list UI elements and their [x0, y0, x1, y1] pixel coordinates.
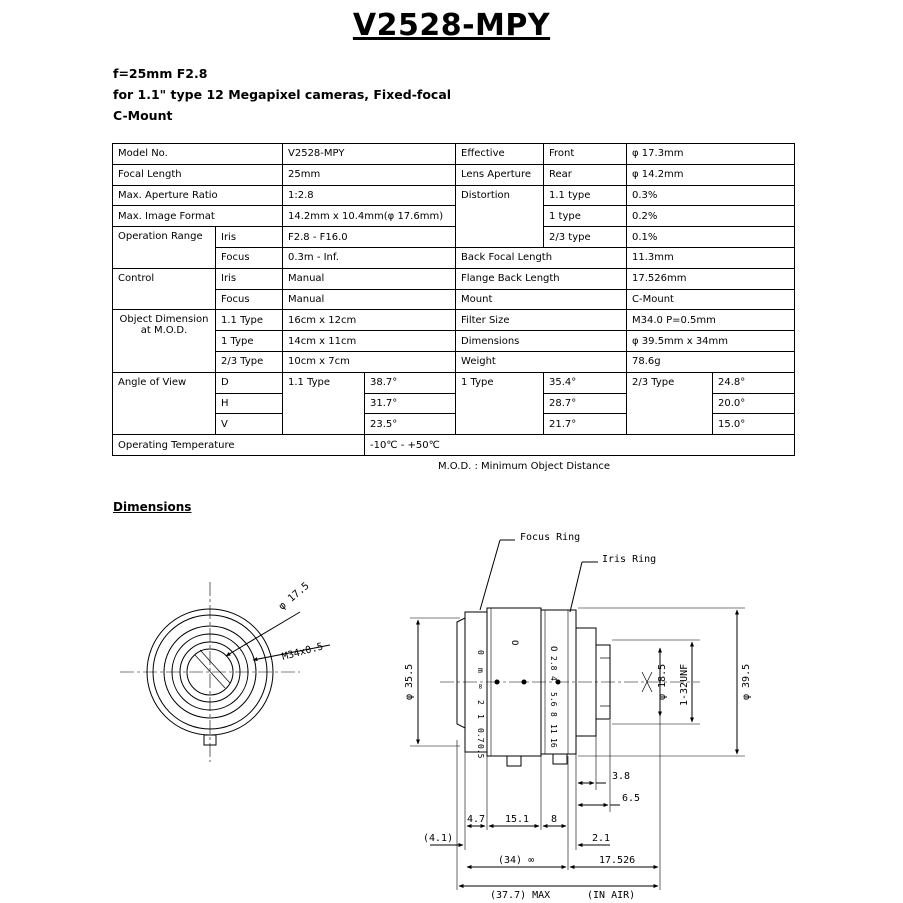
mount-label: Mount — [456, 289, 627, 310]
focus-scale-mark: 0.5 — [476, 744, 485, 759]
aov-value: 21.7° — [544, 414, 627, 435]
dim-4-1: (4.1) — [423, 833, 454, 844]
distortion-value: 0.3% — [627, 185, 795, 206]
aov-value: 38.7° — [365, 372, 456, 393]
rear-value: φ 14.2mm — [627, 164, 795, 185]
aov-type: 1.1 Type — [283, 372, 365, 434]
aperture-label: Max. Aperture Ratio — [113, 185, 283, 206]
control-focus-value: Manual — [283, 289, 456, 310]
distortion-label: Distortion — [456, 185, 544, 247]
model-label: Model No. — [113, 144, 283, 165]
iris-range: F2.8 - F16.0 — [283, 227, 456, 248]
dim-6-5: 6.5 — [622, 793, 641, 804]
aov-value: 20.0° — [713, 393, 795, 414]
phi-35-5-label: φ 35.5 — [404, 663, 415, 700]
object-dimension-label-line2: at M.O.D. — [140, 325, 188, 337]
control-label: Control — [113, 268, 216, 310]
iris-ring-label: Iris Ring — [602, 554, 657, 565]
iris-scale-mark: 4 — [549, 676, 558, 681]
weight-label: Weight — [456, 351, 627, 372]
front-label: Front — [544, 144, 627, 165]
dim-3-8: 3.8 — [612, 771, 631, 782]
flange-value: 17.526mm — [627, 268, 795, 289]
iris-scale-mark: 2.8 — [549, 656, 558, 671]
dim-17-526: 17.526 — [599, 855, 636, 866]
angle-of-view-label: Angle of View — [113, 372, 216, 434]
unf-label: 1-32UNF — [679, 663, 690, 706]
phi-18-5-label: φ 18.5 — [657, 663, 668, 700]
format-label: Max. Image Format — [113, 206, 283, 227]
dim-4-7: 4.7 — [467, 814, 486, 825]
aov-value: 28.7° — [544, 393, 627, 414]
iris-scale-mark: O — [548, 646, 558, 652]
format-value: 14.2mm x 10.4mm(φ 17.6mm) — [283, 206, 456, 227]
subtitle-camera: for 1.1" type 12 Megapixel cameras, Fixed-focal — [113, 87, 452, 102]
objdim-value: 10cm x 7cm — [283, 351, 456, 372]
subtitle-mount: C-Mount — [113, 108, 173, 123]
objdim-type: 2/3 Type — [216, 351, 283, 372]
aov-axis: H — [216, 393, 283, 414]
focal-label: Focal Length — [113, 164, 283, 185]
front-view — [120, 582, 330, 762]
dim-34: (34) ∞ — [498, 855, 535, 866]
temperature-label: Operating Temperature — [113, 435, 365, 456]
aperture-value: 1:2.8 — [283, 185, 456, 206]
dim-37-7-max: (37.7) MAX — [490, 890, 551, 901]
phi-39-5-label: φ 39.5 — [741, 663, 752, 700]
distortion-type: 2/3 type — [544, 227, 627, 248]
aov-value: 31.7° — [365, 393, 456, 414]
aov-value: 24.8° — [713, 372, 795, 393]
focus-scale — [476, 640, 519, 759]
aov-type: 2/3 Type — [627, 372, 713, 434]
iris-scale-mark: 8 — [549, 712, 558, 717]
bfl-value: 11.3mm — [627, 247, 795, 268]
control-iris-value: Manual — [283, 268, 456, 289]
focus-ring-label: Focus Ring — [520, 532, 581, 543]
phi-17-5-label: φ 17.5 — [276, 580, 312, 613]
control-iris-label: Iris — [216, 268, 283, 289]
rear-label: Rear — [544, 164, 627, 185]
aov-axis: V — [216, 414, 283, 435]
iris-scale-mark: 5.6 — [549, 692, 558, 707]
flange-label: Flange Back Length — [456, 268, 627, 289]
aov-value: 15.0° — [713, 414, 795, 435]
focus-scale-mark: 0 — [476, 650, 485, 655]
aov-value: 35.4° — [544, 372, 627, 393]
weight-value: 78.6g — [627, 351, 795, 372]
distortion-type: 1.1 type — [544, 185, 627, 206]
dim-8: 8 — [551, 814, 558, 825]
dim-2-1: 2.1 — [592, 833, 611, 844]
filter-label: Filter Size — [456, 310, 627, 331]
iris-scale-mark: 16 — [549, 738, 558, 748]
aov-type: 1 Type — [456, 372, 544, 434]
iris-scale-mark: 11 — [549, 724, 558, 734]
temperature-value: -10℃ - +50℃ — [365, 435, 795, 456]
focus-range: 0.3m - Inf. — [283, 247, 456, 268]
dimensions-value: φ 39.5mm x 34mm — [627, 331, 795, 352]
subtitle-focal: f=25mm F2.8 — [113, 66, 208, 81]
aov-axis: D — [216, 372, 283, 393]
objdim-value: 14cm x 11cm — [283, 331, 456, 352]
focus-label: Focus — [216, 247, 283, 268]
in-air-label: (IN AIR) — [587, 890, 636, 901]
distortion-value: 0.2% — [627, 206, 795, 227]
model-value: V2528-MPY — [283, 144, 456, 165]
mod-note: M.O.D. : Minimum Object Distance — [438, 461, 611, 472]
objdim-type: 1.1 Type — [216, 310, 283, 331]
dimensions-title: Dimensions — [113, 500, 192, 514]
dimensions-label: Dimensions — [456, 331, 627, 352]
aov-value: 23.5° — [365, 414, 456, 435]
iris-scale — [548, 646, 558, 748]
focus-scale-mark: 1 — [476, 714, 485, 719]
control-focus-label: Focus — [216, 289, 283, 310]
mount-value: C-Mount — [627, 289, 795, 310]
focal-value: 25mm — [283, 164, 456, 185]
objdim-value: 16cm x 12cm — [283, 310, 456, 331]
object-dimension-label-line1: Object Dimension — [119, 314, 209, 326]
operation-range-label: Operation Range — [113, 227, 216, 269]
focus-scale-mark: m — [476, 668, 485, 673]
m34-label: M34x0.5 — [280, 641, 325, 663]
front-value: φ 17.3mm — [627, 144, 795, 165]
focus-scale-mark: O — [509, 640, 519, 646]
lens-aperture-label: Lens Aperture — [456, 164, 544, 185]
bfl-label: Back Focal Length — [456, 247, 627, 268]
focus-scale-mark: 0.7 — [476, 728, 485, 743]
side-view — [410, 540, 745, 890]
filter-value: M34.0 P=0.5mm — [627, 310, 795, 331]
dim-15-1: 15.1 — [505, 814, 530, 825]
objdim-type: 1 Type — [216, 331, 283, 352]
page-title: V2528-MPY — [352, 8, 551, 43]
focus-scale-mark: ∞ — [476, 684, 485, 689]
iris-label: Iris — [216, 227, 283, 248]
distortion-value: 0.1% — [627, 227, 795, 248]
effective-label: Effective — [456, 144, 544, 165]
distortion-type: 1 type — [544, 206, 627, 227]
focus-scale-mark: 2 — [476, 700, 485, 705]
